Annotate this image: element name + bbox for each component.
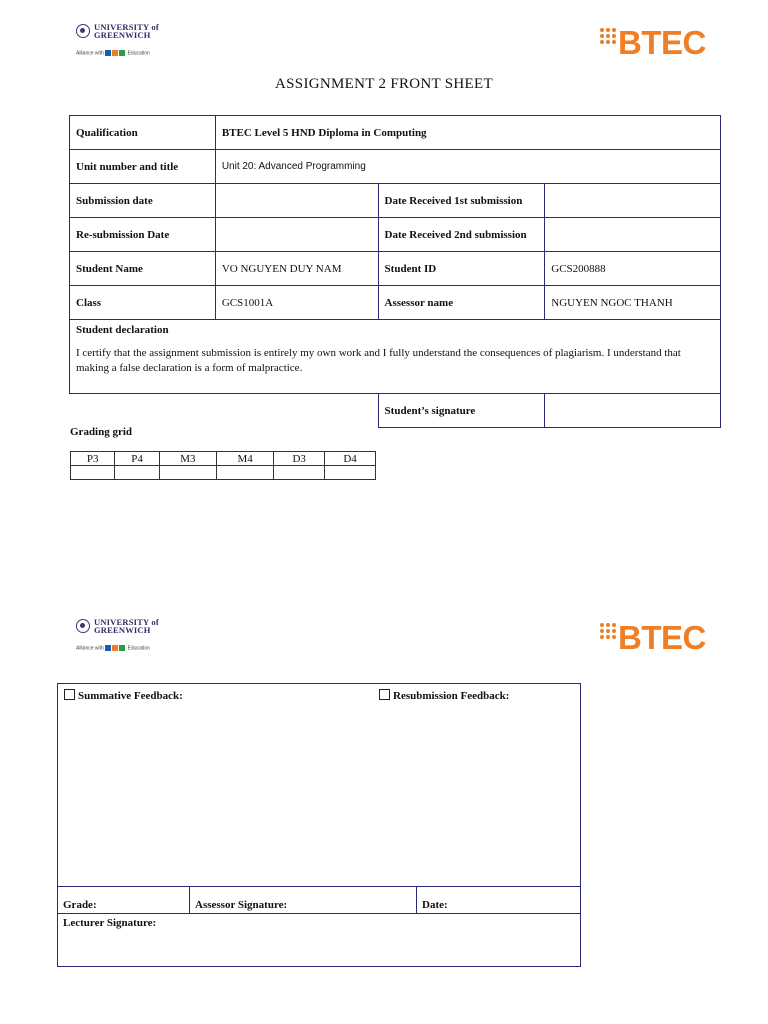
lecturer-signature-label: Lecturer Signature: [63,917,157,929]
class-label: Class [70,286,216,320]
student-signature-value[interactable] [545,394,721,428]
divider [416,886,417,914]
divider [58,886,580,887]
page-title: ASSIGNMENT 2 FRONT SHEET [275,76,493,92]
btec-dots-icon [600,28,616,44]
resubmission-date-value[interactable] [215,218,378,252]
summative-feedback-option[interactable] [64,689,183,702]
declaration-text: I certify that the assignment submission is entirely my own work and I fully understand the consequences of plagiarism. I understand that making a false declaration is a form of malpractice. [76,347,681,374]
university-line2: GREENWICH [94,30,151,40]
grade-header-p3: P3 [71,452,115,466]
signature-row [70,394,721,428]
submission-row [70,184,721,218]
fpt-logo-icon [105,645,111,651]
university-logo-page2 [76,615,166,657]
grade-header-m3: M3 [159,452,216,466]
checkbox-icon[interactable] [64,689,75,700]
student-id-label: Student ID [378,252,545,286]
qualification-row [70,116,721,150]
resubmission-feedback-option[interactable] [379,689,509,702]
summative-feedback-label: Summative Feedback: [78,690,183,702]
grade-cell[interactable] [115,466,159,480]
resubmission-feedback-label: Resubmission Feedback: [393,690,510,702]
grade-header-d4: D4 [325,452,376,466]
signature-spacer [70,394,379,428]
qualification-value: BTEC Level 5 HND Diploma in Computing [215,116,720,150]
university-line1: UNIVERSITY of [94,22,159,32]
unit-label: Unit number and title [70,150,216,184]
assessor-signature-label: Assessor Signature: [195,899,288,911]
alliance-text: Alliance with [76,645,104,652]
declaration-label: Student declaration [76,324,169,336]
student-name-value: VO NGUYEN DUY NAM [215,252,378,286]
btec-logo [600,22,720,62]
grade-header-p4: P4 [115,452,159,466]
university-logo [76,20,166,62]
education-text: Education [127,645,150,652]
grading-grid-title: Grading grid [70,426,133,438]
greenwich-crest-icon [76,24,90,38]
fpt-logo-icon-3 [119,50,125,56]
university-line1: UNIVERSITY of [94,617,159,627]
declaration-row [70,320,721,394]
alliance-text: Alliance with [76,50,104,57]
fpt-logo-icon-2 [112,645,118,651]
grade-cell[interactable] [217,466,274,480]
alliance-line [76,645,150,651]
grade-label: Grade: [63,899,97,911]
grade-header-m4: M4 [217,452,274,466]
class-row [70,286,721,320]
student-name-label: Student Name [70,252,216,286]
btec-wordmark: BTEC [618,24,706,61]
submission-date-value[interactable] [215,184,378,218]
received-2nd-value[interactable] [545,218,721,252]
grade-cell[interactable] [159,466,216,480]
btec-dots-icon [600,623,616,639]
university-line2: GREENWICH [94,625,151,635]
received-1st-label: Date Received 1st submission [378,184,545,218]
fpt-logo-icon-3 [119,645,125,651]
date-label: Date: [422,899,448,911]
divider [58,913,580,914]
student-row [70,252,721,286]
btec-logo-page2 [600,617,720,657]
unit-value: Unit 20: Advanced Programming [215,150,720,184]
grading-grid-table [70,451,376,480]
grading-value-row [71,466,376,480]
resubmission-row [70,218,721,252]
education-text: Education [127,50,150,57]
received-1st-value[interactable] [545,184,721,218]
alliance-line [76,50,150,56]
assessor-name-label: Assessor name [378,286,545,320]
qualification-label: Qualification [70,116,216,150]
resubmission-date-label: Re-submission Date [70,218,216,252]
grading-header-row [71,452,376,466]
checkbox-icon[interactable] [379,689,390,700]
feedback-box [57,683,581,967]
grade-cell[interactable] [71,466,115,480]
grade-cell[interactable] [274,466,325,480]
assessor-name-value: NGUYEN NGOC THANH [545,286,721,320]
declaration-cell [70,320,721,394]
grade-header-d3: D3 [274,452,325,466]
unit-row [70,150,721,184]
fpt-logo-icon [105,50,111,56]
submission-date-label: Submission date [70,184,216,218]
grade-cell[interactable] [325,466,376,480]
student-signature-label: Student’s signature [378,394,545,428]
front-sheet-table [69,115,721,428]
greenwich-crest-icon [76,619,90,633]
received-2nd-label: Date Received 2nd submission [378,218,545,252]
class-value: GCS1001A [215,286,378,320]
university-name [94,618,159,634]
fpt-logo-icon-2 [112,50,118,56]
divider [189,886,190,914]
university-name [94,23,159,39]
btec-wordmark: BTEC [618,619,706,656]
student-id-value: GCS200888 [545,252,721,286]
